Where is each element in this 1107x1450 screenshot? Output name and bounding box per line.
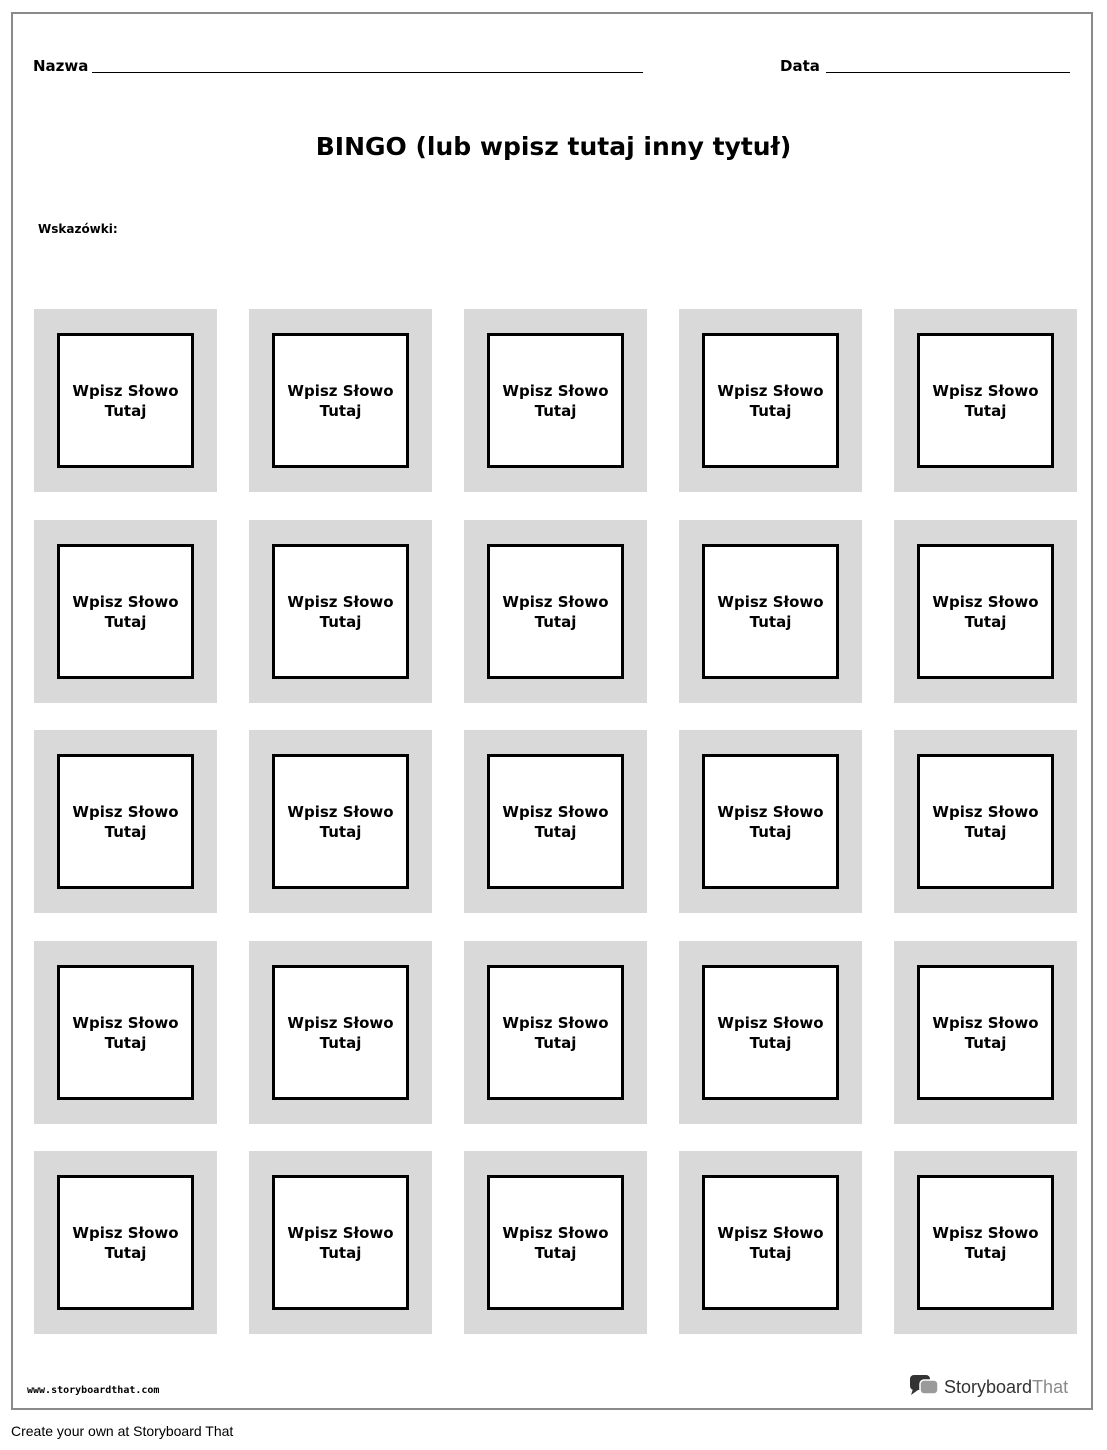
- bingo-tile: [894, 520, 1077, 703]
- footer-url[interactable]: www.storyboardthat.com: [27, 1385, 160, 1396]
- bingo-cell[interactable]: Wpisz Słowo Tutaj: [487, 965, 624, 1100]
- bingo-tile: [249, 520, 432, 703]
- bingo-tile: [464, 941, 647, 1124]
- bingo-cell[interactable]: Wpisz Słowo Tutaj: [272, 754, 409, 889]
- bingo-cell[interactable]: Wpisz Słowo Tutaj: [272, 1175, 409, 1310]
- bingo-tile: [464, 730, 647, 913]
- bingo-cell[interactable]: Wpisz Słowo Tutaj: [917, 333, 1054, 468]
- bingo-tile: [249, 309, 432, 492]
- logo-text: [944, 1377, 1068, 1398]
- bingo-tile: [464, 520, 647, 703]
- bingo-cell[interactable]: Wpisz Słowo Tutaj: [57, 965, 194, 1100]
- bingo-tile: [894, 730, 1077, 913]
- bingo-cell[interactable]: Wpisz Słowo Tutaj: [57, 333, 194, 468]
- bingo-tile: [34, 520, 217, 703]
- bingo-tile: [34, 941, 217, 1124]
- bingo-cell[interactable]: Wpisz Słowo Tutaj: [702, 754, 839, 889]
- bingo-tile: [249, 1151, 432, 1334]
- bingo-cell[interactable]: Wpisz Słowo Tutaj: [917, 754, 1054, 889]
- bingo-cell[interactable]: Wpisz Słowo Tutaj: [57, 544, 194, 679]
- bingo-cell[interactable]: Wpisz Słowo Tutaj: [917, 1175, 1054, 1310]
- directions-label: Wskazówki:: [38, 222, 118, 236]
- bingo-cell[interactable]: Wpisz Słowo Tutaj: [917, 965, 1054, 1100]
- bingo-tile: [679, 730, 862, 913]
- date-label: Data: [780, 57, 820, 75]
- bingo-cell[interactable]: Wpisz Słowo Tutaj: [272, 965, 409, 1100]
- bingo-cell[interactable]: Wpisz Słowo Tutaj: [702, 965, 839, 1100]
- bingo-tile: [464, 1151, 647, 1334]
- bingo-tile: [679, 1151, 862, 1334]
- date-line[interactable]: [826, 72, 1070, 73]
- bingo-tile: [34, 1151, 217, 1334]
- speech-bubble-icon: [908, 1373, 940, 1401]
- create-your-own-caption[interactable]: Create your own at Storyboard That: [11, 1423, 234, 1439]
- bingo-cell[interactable]: Wpisz Słowo Tutaj: [487, 1175, 624, 1310]
- bingo-cell[interactable]: Wpisz Słowo Tutaj: [57, 754, 194, 889]
- bingo-tile: [34, 730, 217, 913]
- bingo-tile: [249, 941, 432, 1124]
- bingo-cell[interactable]: Wpisz Słowo Tutaj: [487, 333, 624, 468]
- bingo-cell[interactable]: Wpisz Słowo Tutaj: [917, 544, 1054, 679]
- bingo-tile: [679, 309, 862, 492]
- bingo-cell[interactable]: Wpisz Słowo Tutaj: [57, 1175, 194, 1310]
- bingo-cell[interactable]: Wpisz Słowo Tutaj: [702, 544, 839, 679]
- bingo-tile: [34, 309, 217, 492]
- name-line[interactable]: [92, 72, 643, 73]
- bingo-tile: [894, 1151, 1077, 1334]
- bingo-cell[interactable]: Wpisz Słowo Tutaj: [702, 1175, 839, 1310]
- bingo-tile: [679, 520, 862, 703]
- logo-text-main: Storyboard: [944, 1376, 1033, 1397]
- bingo-cell[interactable]: Wpisz Słowo Tutaj: [487, 544, 624, 679]
- bingo-tile: [894, 941, 1077, 1124]
- bingo-cell[interactable]: Wpisz Słowo Tutaj: [272, 544, 409, 679]
- bingo-cell[interactable]: Wpisz Słowo Tutaj: [487, 754, 624, 889]
- storyboardthat-logo: [908, 1373, 1068, 1401]
- worksheet-title: BINGO (lub wpisz tutaj inny tytuł): [315, 132, 792, 161]
- bingo-tile: [679, 941, 862, 1124]
- bingo-tile: [249, 730, 432, 913]
- bingo-tile: [894, 309, 1077, 492]
- logo-text-accent: That: [1032, 1376, 1069, 1397]
- bingo-tile: [464, 309, 647, 492]
- name-label: Nazwa: [33, 57, 89, 75]
- bingo-cell[interactable]: Wpisz Słowo Tutaj: [272, 333, 409, 468]
- bingo-cell[interactable]: Wpisz Słowo Tutaj: [702, 333, 839, 468]
